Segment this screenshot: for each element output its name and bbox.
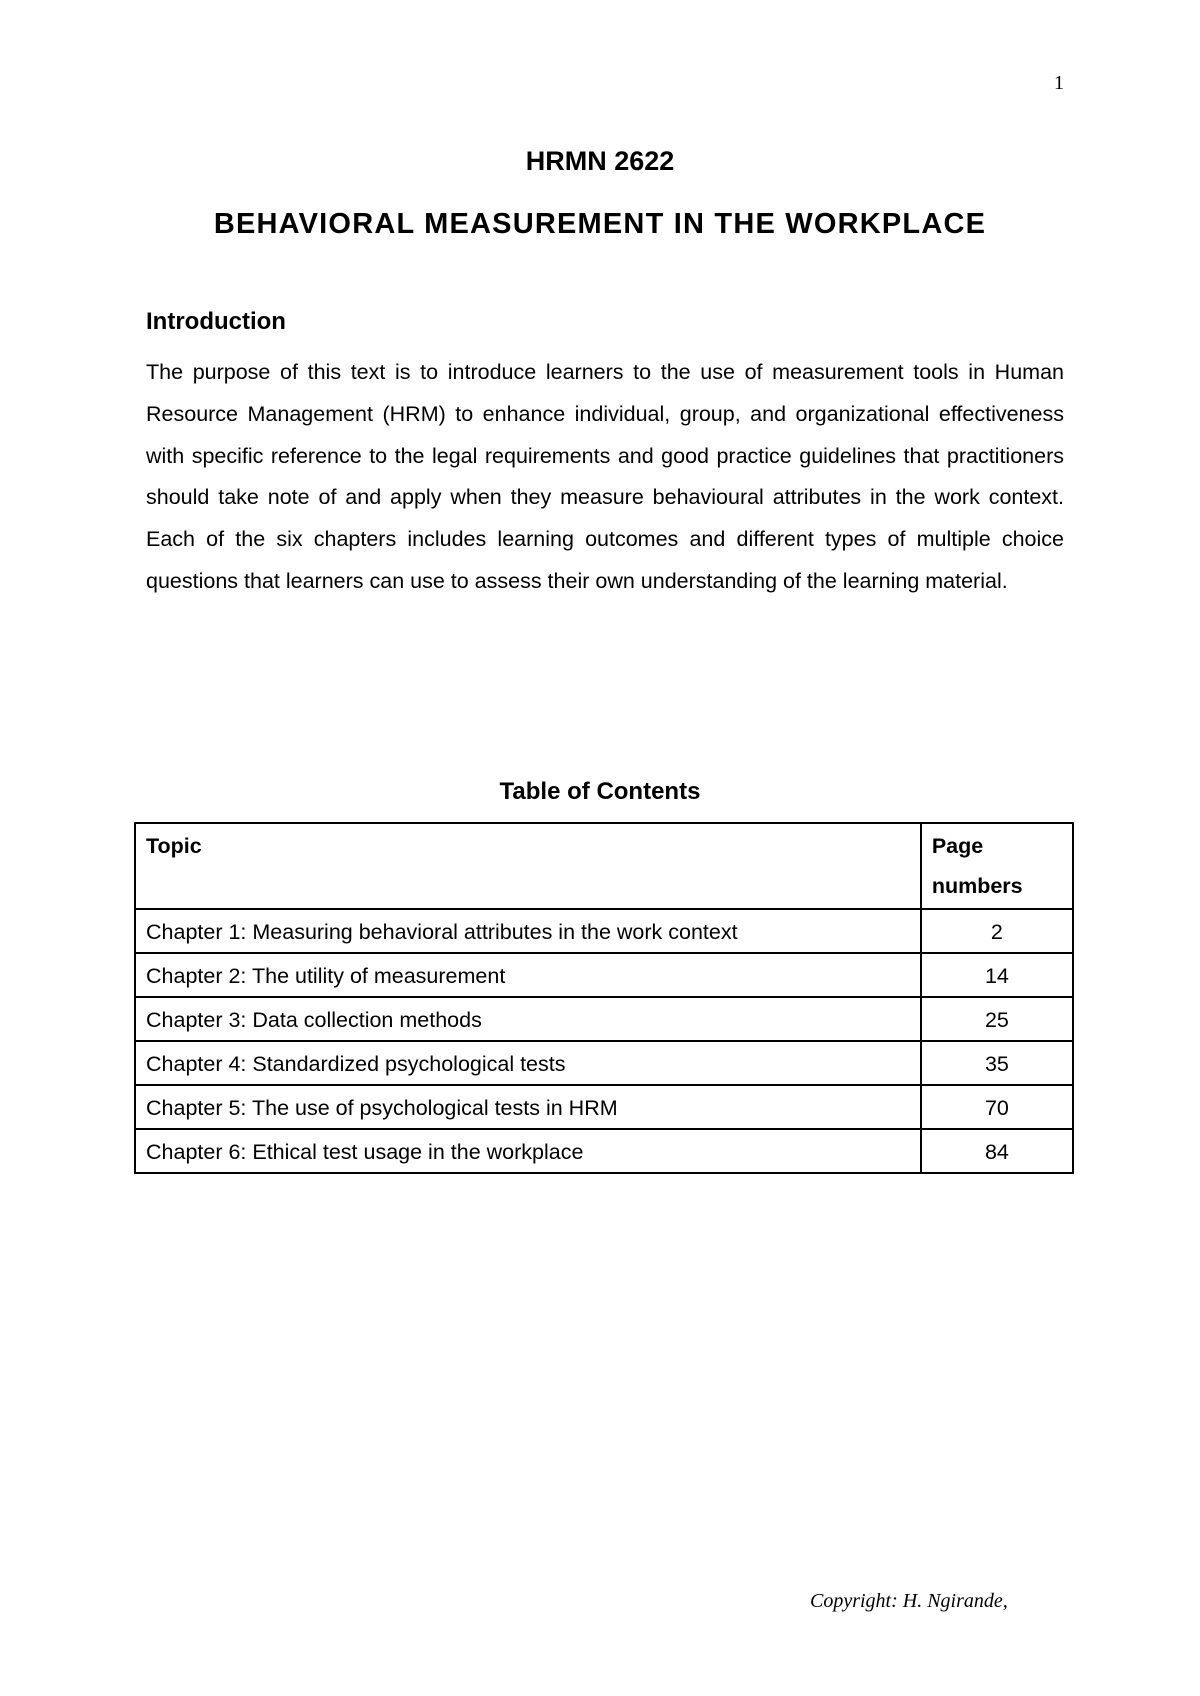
toc-row-topic: Chapter 6: Ethical test usage in the workplace [135,1129,921,1173]
course-title: BEHAVIORAL MEASUREMENT IN THE WORKPLACE [213,208,987,240]
toc-row [135,1129,1073,1173]
toc-row-page: 14 [921,953,1073,997]
toc-row-topic: Chapter 1: Measuring behavioral attributes in the work context [135,909,921,953]
introduction-body: The purpose of this text is to introduce learners to the use of measurement tools in Human Resource Management (HRM) to enhance individual, group, and organizational effectiveness with specific reference to the legal requirements and good practice guidelines that practitioners should take note of and apply when they measure behavioural attributes in the work context. Each of the six chapters includes learning outcomes and different types of multiple choice questions that learners can use to assess their own understanding of the learning material. [146,360,1064,593]
toc-row [135,997,1073,1041]
toc-page-header-line1: Page [931,834,984,858]
toc-heading: Table of Contents [499,778,701,805]
toc-row-page: 25 [921,997,1073,1041]
toc-row-topic: Chapter 2: The utility of measurement [135,953,921,997]
toc-row-page: 35 [921,1041,1073,1085]
page-number: 1 [1054,72,1064,94]
introduction-heading: Introduction [146,308,286,335]
toc-row [135,909,1073,953]
toc-topic-header: Topic [135,823,921,909]
toc-row [135,1041,1073,1085]
toc-row-topic: Chapter 5: The use of psychological tests in HRM [135,1085,921,1129]
toc-page-header [921,823,1073,909]
toc-table [134,822,1074,1174]
toc-row-page: 84 [921,1129,1073,1173]
copyright-footer: Copyright: H. Ngirande, [810,1590,1008,1612]
toc-row [135,953,1073,997]
toc-row [135,1085,1073,1129]
course-code: HRMN 2622 [525,146,675,176]
toc-row-topic: Chapter 4: Standardized psychological tests [135,1041,921,1085]
toc-row-topic: Chapter 3: Data collection methods [135,997,921,1041]
toc-header-row [135,823,1073,909]
toc-row-page: 70 [921,1085,1073,1129]
toc-page-header-line2: numbers [931,874,1023,898]
toc-row-page: 2 [921,909,1073,953]
